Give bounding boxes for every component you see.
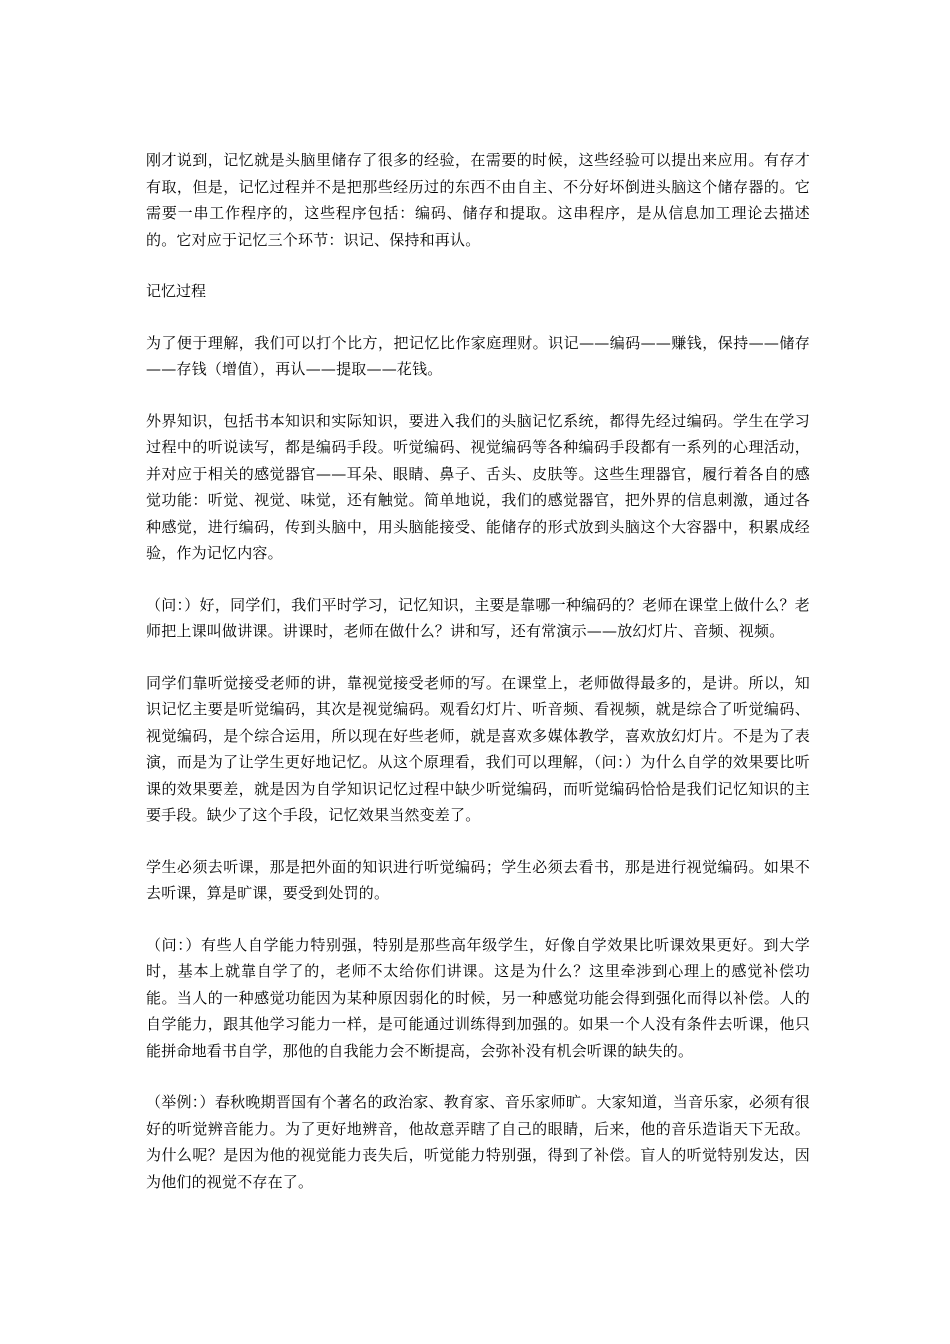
paragraph-question-classroom: （问：）好，同学们，我们平时学习，记忆知识，主要是靠哪一种编码的？老师在课堂上做什么？老师把上课叫做讲课。讲课时，老师在做什么？讲和写，还有常演示——放幻灯片、音频、视频。: [146, 595, 810, 640]
paragraph-auditory-encoding: 同学们靠听觉接受老师的讲，靠视觉接受老师的写。在课堂上，老师做得最多的，是讲。所以，知识记忆主要是听觉编码，其次是视觉编码。观看幻灯片、听音频、看视频，就是综合了听觉编码、视觉编码，是个综合运用，所以现在好些老师，就是喜欢多媒体教学，喜欢放幻灯片。不是为了表演，而是为了让学生更好地记忆。从这个原理看，我们可以理解，（问：）为什么自学的效果要比听课的效果要差，就是因为自学知识记忆过程中缺少听觉编码，而听觉编码恰恰是我们记忆知识的主要手段。缺少了这个手段，记忆效果当然变差了。: [146, 673, 810, 824]
paragraph-example-shikuang: （举例：）春秋晚期晋国有个著名的政治家、教育家、音乐家师旷。大家知道，当音乐家，必须有很好的听觉辨音能力。为了更好地辨音，他故意弄瞎了自己的眼睛，后来，他的音乐造诣天下无敌。为什么呢？是因为他的视觉能力丧失后，听觉能力特别强，得到了补偿。盲人的听觉特别发达，因为他们的视觉不存在了。: [146, 1093, 810, 1191]
section-heading-memory-process: 记忆过程: [146, 282, 207, 300]
paragraph-attend-class: 学生必须去听课，那是把外面的知识进行听觉编码；学生必须去看书，那是进行视觉编码。如果不去听课，算是旷课，要受到处罚的。: [146, 857, 810, 902]
paragraph-self-study: （问：）有些人自学能力特别强，特别是那些高年级学生，好像自学效果比听课效果更好。到大学时，基本上就靠自学了的，老师不太给你们讲课。这是为什么？这里牵涉到心理上的感觉补偿功能。当人的一种感觉功能因为某种原因弱化的时候，另一种感觉功能会得到强化而得以补偿。人的自学能力，跟其他学习能力一样，是可能通过训练得到加强的。如果一个人没有条件去听课，他只能拼命地看书自学，那他的自我能力会不断提高，会弥补没有机会听课的缺失的。: [146, 935, 810, 1060]
document-body: [146, 147, 810, 1220]
paragraph-encoding: 外界知识，包括书本知识和实际知识，要进入我们的头脑记忆系统，都得先经过编码。学生在学习过程中的听说读写，都是编码手段。听觉编码、视觉编码等各种编码手段都有一系列的心理活动，并对应于相关的感觉器官——耳朵、眼睛、鼻子、舌头、皮肤等。这些生理器官，履行着各自的感觉功能：听觉、视觉、味觉，还有触觉。简单地说，我们的感觉器官，把外界的信息刺激，通过各种感觉，进行编码，传到头脑中，用头脑能接受、能储存的形式放到头脑这个大容器中，积累成经验，作为记忆内容。: [146, 411, 810, 562]
paragraph-finance-analogy: 为了便于理解，我们可以打个比方，把记忆比作家庭理财。识记——编码——赚钱，保持——储存——存钱（增值），再认——提取——花钱。: [146, 333, 810, 378]
paragraph-memory-intro: 刚才说到，记忆就是头脑里储存了很多的经验，在需要的时候，这些经验可以提出来应用。有存才有取，但是，记忆过程并不是把那些经历过的东西不由自主、不分好坏倒进头脑这个储存器的。它需要一串工作程序的，这些程序包括：编码、储存和提取。这串程序，是从信息加工理论去描述的。它对应于记忆三个环节：识记、保持和再认。: [146, 151, 810, 249]
